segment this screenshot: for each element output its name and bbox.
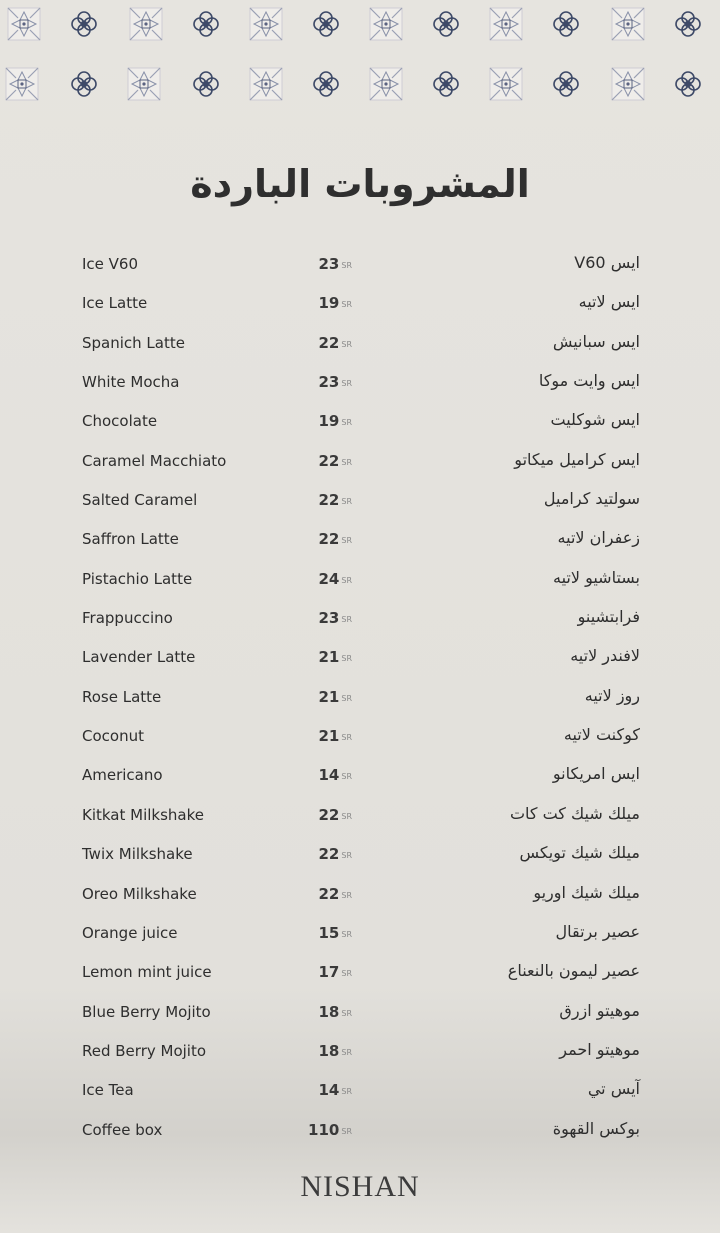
item-name-en: Coconut xyxy=(82,727,144,746)
menu-item xyxy=(0,284,720,323)
item-name-en: Lemon mint juice xyxy=(82,963,212,982)
item-price xyxy=(318,648,352,666)
item-name-ar: عصير برتقال xyxy=(555,921,640,941)
menu-item xyxy=(0,638,720,677)
item-price xyxy=(318,530,352,548)
item-price xyxy=(318,452,352,470)
item-name-en: Saffron Latte xyxy=(82,530,179,549)
price-value: 14 xyxy=(318,1081,340,1100)
price-value: 23 xyxy=(318,373,340,392)
currency-label: SR xyxy=(341,1047,352,1057)
item-name-ar: ايس V60 xyxy=(574,253,640,272)
price-value: 22 xyxy=(318,805,340,824)
currency-label: SR xyxy=(341,811,352,821)
currency-label: SR xyxy=(341,418,352,428)
price-value: 24 xyxy=(318,569,340,588)
item-name-en: Americano xyxy=(82,766,163,785)
menu-item xyxy=(0,678,720,717)
currency-label: SR xyxy=(341,693,352,703)
price-value: 18 xyxy=(318,1002,340,1021)
currency-label: SR xyxy=(341,654,352,664)
menu-item xyxy=(0,717,720,756)
menu-item xyxy=(0,953,720,992)
item-name-en: Kitkat Milkshake xyxy=(82,805,205,824)
item-name-ar: ايس سبانيش xyxy=(552,331,640,351)
currency-label: SR xyxy=(341,851,352,861)
item-price xyxy=(318,1042,352,1060)
item-name-en: White Mocha xyxy=(82,373,180,392)
item-name-en: Twix Milkshake xyxy=(82,845,193,864)
menu-item xyxy=(0,442,720,481)
menu-item xyxy=(0,363,720,402)
item-name-en: Caramel Macchiato xyxy=(82,451,227,470)
menu-item xyxy=(0,481,720,520)
item-name-ar: موهيتو احمر xyxy=(559,1039,640,1059)
item-price xyxy=(318,334,352,352)
price-value: 17 xyxy=(318,963,340,982)
pattern-row-2 xyxy=(6,68,700,100)
item-price xyxy=(318,570,352,588)
item-price xyxy=(318,255,352,273)
item-name-ar: روز لاتيه xyxy=(584,685,640,705)
item-name-ar: كوكنت لاتيه xyxy=(563,725,640,745)
pattern-row-1 xyxy=(8,8,700,40)
item-name-en: Ice Latte xyxy=(82,294,148,313)
price-value: 110 xyxy=(308,1120,340,1139)
currency-label: SR xyxy=(341,1008,352,1018)
price-value: 21 xyxy=(318,648,340,667)
item-name-ar: ميلك شيك اوريو xyxy=(533,882,640,902)
item-name-ar: ايس كراميل ميكاتو xyxy=(514,449,640,469)
item-name-ar: بستاشيو لاتيه xyxy=(553,567,640,587)
price-value: 23 xyxy=(318,609,340,628)
item-price xyxy=(318,845,352,863)
currency-label: SR xyxy=(341,1087,352,1097)
menu-item xyxy=(0,1111,720,1150)
item-name-en: Orange juice xyxy=(82,923,178,942)
item-price xyxy=(318,491,352,509)
menu-item xyxy=(0,756,720,795)
item-price xyxy=(318,1003,352,1021)
item-name-en: Pistachio Latte xyxy=(82,569,193,588)
menu-item xyxy=(0,835,720,874)
item-name-en: Oreo Milkshake xyxy=(82,884,197,903)
price-value: 14 xyxy=(318,766,340,785)
item-name-ar: ميلك شيك تويكس xyxy=(519,843,640,863)
price-value: 18 xyxy=(318,1041,340,1060)
item-price xyxy=(318,727,352,745)
item-price xyxy=(308,1121,352,1139)
item-name-ar: سولتيد كراميل xyxy=(543,489,640,509)
price-value: 21 xyxy=(318,727,340,746)
item-name-ar: آيس تي xyxy=(587,1079,640,1099)
item-price xyxy=(318,412,352,430)
price-value: 22 xyxy=(318,884,340,903)
menu-item xyxy=(0,245,720,284)
menu-item xyxy=(0,324,720,363)
price-value: 23 xyxy=(318,255,340,273)
price-value: 22 xyxy=(318,451,340,470)
item-price xyxy=(318,806,352,824)
item-name-en: Ice Tea xyxy=(82,1081,134,1100)
item-price xyxy=(318,609,352,627)
currency-label: SR xyxy=(341,772,352,782)
currency-label: SR xyxy=(341,497,352,507)
currency-label: SR xyxy=(341,1126,352,1136)
brand-logo: NISHAN xyxy=(300,1170,420,1203)
item-name-en: Salted Caramel xyxy=(82,491,198,510)
item-name-en: Coffee box xyxy=(82,1120,163,1139)
price-value: 22 xyxy=(318,333,340,352)
item-price xyxy=(318,924,352,942)
currency-label: SR xyxy=(341,261,352,270)
item-price xyxy=(318,963,352,981)
currency-label: SR xyxy=(341,379,352,389)
item-price xyxy=(318,373,352,391)
item-name-en: Chocolate xyxy=(82,412,158,431)
currency-label: SR xyxy=(341,575,352,585)
currency-label: SR xyxy=(341,890,352,900)
item-price xyxy=(318,885,352,903)
currency-label: SR xyxy=(341,929,352,939)
currency-label: SR xyxy=(341,733,352,743)
item-name-ar: موهيتو ازرق xyxy=(559,1000,640,1020)
item-price xyxy=(318,688,352,706)
page-title: المشروبات الباردة xyxy=(190,162,530,206)
item-price xyxy=(318,1081,352,1099)
item-name-en: Red Berry Mojito xyxy=(82,1041,207,1060)
menu-item xyxy=(0,402,720,441)
menu-item xyxy=(0,599,720,638)
item-name-ar: زعفران لاتيه xyxy=(557,528,640,548)
currency-label: SR xyxy=(341,300,352,310)
item-name-en: Ice V60 xyxy=(82,255,139,273)
price-value: 22 xyxy=(318,491,340,510)
item-name-en: Blue Berry Mojito xyxy=(82,1002,211,1021)
menu-item xyxy=(0,520,720,559)
item-name-ar: ايس لاتيه xyxy=(578,292,640,312)
menu-list xyxy=(0,245,720,1150)
currency-label: SR xyxy=(341,457,352,467)
item-name-ar: بوكس القهوة xyxy=(552,1118,640,1138)
menu-item xyxy=(0,796,720,835)
menu-item xyxy=(0,914,720,953)
item-name-en: Spanich Latte xyxy=(82,333,185,352)
item-name-ar: لافندر لاتيه xyxy=(570,646,640,666)
price-value: 19 xyxy=(318,294,340,313)
currency-label: SR xyxy=(341,339,352,349)
item-name-ar: ايس امريكانو xyxy=(552,764,640,784)
price-value: 22 xyxy=(318,530,340,549)
item-price xyxy=(318,766,352,784)
item-name-ar: ايس وايت موكا xyxy=(538,371,640,391)
item-name-en: Lavender Latte xyxy=(82,648,196,667)
menu-item xyxy=(0,1032,720,1071)
menu-item xyxy=(0,560,720,599)
menu-item xyxy=(0,875,720,914)
item-price xyxy=(318,294,352,312)
price-value: 22 xyxy=(318,845,340,864)
item-name-ar: فرابتشينو xyxy=(577,607,640,627)
currency-label: SR xyxy=(341,536,352,546)
item-name-ar: عصير ليمون بالنعناع xyxy=(507,961,640,981)
price-value: 19 xyxy=(318,412,340,431)
currency-label: SR xyxy=(341,969,352,979)
currency-label: SR xyxy=(341,615,352,625)
item-name-en: Frappuccino xyxy=(82,609,173,628)
item-name-ar: ايس شوكليت xyxy=(550,410,640,430)
price-value: 21 xyxy=(318,687,340,706)
decorative-pattern xyxy=(0,0,720,120)
item-name-ar: ميلك شيك كت كات xyxy=(509,803,640,823)
item-name-en: Rose Latte xyxy=(82,687,162,706)
menu-item xyxy=(0,1071,720,1110)
price-value: 15 xyxy=(318,923,340,942)
menu-item xyxy=(0,993,720,1032)
